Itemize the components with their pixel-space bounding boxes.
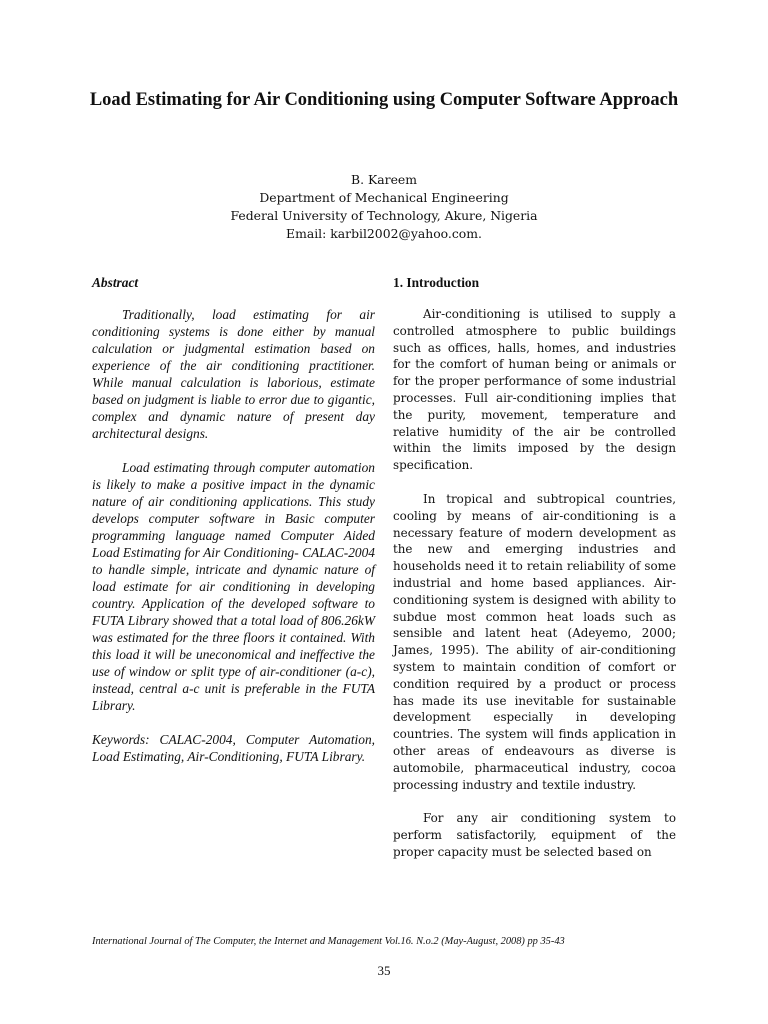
author-department: Department of Mechanical Engineering: [259, 190, 509, 205]
introduction-paragraph: For any air conditioning system to perform satisfactorily, equipment of the proper capacity must be selected based on: [393, 811, 676, 859]
abstract-column: [92, 274, 375, 782]
introduction-paragraph: In tropical and subtropical countries, cooling by means of air-conditioning is a necessary feature of modern development as the new and emerging industries and households need it to retain reliability of some industrial and home based appliances. Air-conditioning system is designed with ability to subdue most common heat loads such as sensible and latent heat (Adeyemo, 2000; James, 1995). The ability of air-conditioning system to maintain condition of comfort or condition required by a product or process has made its use inevitable for sustainable development especially in developing countries. The system will finds application in other areas of endeavours as diverse is automobile, pharmaceutical industry, cocoa processing industry and textile industry.: [393, 491, 676, 792]
author-university: Federal University of Technology, Akure, Nigeria: [230, 208, 538, 223]
abstract-heading: Abstract: [92, 275, 139, 290]
introduction-heading: 1. Introduction: [393, 275, 480, 290]
paper-title: Load Estimating for Air Conditioning using Computer Software Approach: [89, 90, 679, 110]
introduction-paragraph: Air-conditioning is utilised to supply a controlled atmosphere to public buildings such as offices, halls, homes, and industries for the comfort of human being or animals or for the proper performance of some industrial processes. Full air-conditioning implies that the purity, movement, temperature and relative humidity of the air be controlled within the limits imposed by the design specification.: [393, 307, 676, 473]
journal-footer: International Journal of The Computer, the Internet and Management Vol.16. N.o.2 (May-August, 2008) pp 35-43: [92, 936, 565, 947]
abstract-paragraph: Load estimating through computer automation is likely to make a positive impact in the dynamic nature of air conditioning applications. This study develops computer software in Basic computer programming language named Computer Aided Load Estimating for Air Conditioning- CALAC-2004 to handle simple, intricate and dynamic nature of load estimate for air conditioning in developing country. Application of the developed software to FUTA Library showed that a total load of 806.26kW was estimated for the three floors it contained. With this load it will be uneconomical and ineffective the use of window or split type of air-conditioner (a-c), instead, central a-c unit is preferable in the FUTA Library.: [92, 460, 375, 713]
author-block: [130, 171, 638, 243]
abstract-paragraph: Traditionally, load estimating for air conditioning systems is done either by manual calculation or judgmental estimation based on experience of the air conditioning practitioner. While manual calculation is laborious, estimate based on judgment is liable to error due to gigantic, complex and dynamic nature of present day architectural designs.: [92, 307, 375, 441]
author-name: B. Kareem: [351, 172, 417, 187]
author-email: Email: karbil2002@yahoo.com.: [286, 226, 482, 241]
introduction-column: [393, 274, 676, 878]
keywords: Keywords: CALAC-2004, Computer Automation, Load Estimating, Air-Conditioning, FUTA Library.: [92, 732, 375, 764]
page-number: 35: [377, 963, 391, 978]
